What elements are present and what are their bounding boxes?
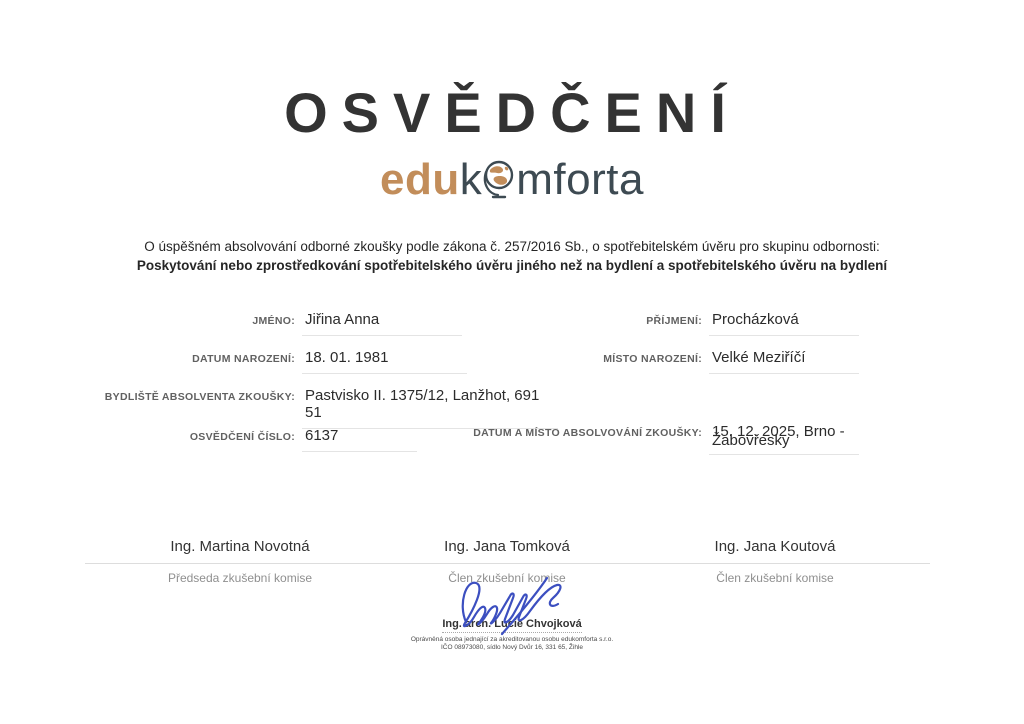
logo-text-mforta: mforta [516,155,644,204]
field-value: Pastvisko II. 1375/12, Lanžhot, 691 51 [302,387,558,429]
field-label: PŘÍJMENÍ: [646,315,702,327]
field-jmeno [85,311,462,336]
signer-role: Člen zkušební komise [716,571,834,585]
field-value: Procházková [709,311,859,336]
field-label: DATUM A MÍSTO ABSOLVOVÁNÍ ZKOUŠKY: [473,427,702,439]
signer-block-1 [85,538,395,585]
signer-role: Člen zkušební komise [448,571,566,585]
signer-name: Ing. Martina Novotná [170,538,310,555]
globe-icon [481,158,517,200]
signer-name: Ing. Jana Koutová [714,538,836,555]
field-bydliste [85,387,558,429]
signature-line [352,563,662,564]
field-label: DATUM NAROZENÍ: [192,353,295,365]
field-label: MÍSTO NAROZENÍ: [603,353,702,365]
signer-block-3 [620,538,930,585]
intro-paragraph [112,238,912,275]
field-value: 15. 12. 2025, Brno - Žabovřesky [709,427,859,455]
signer-role: Předseda zkušební komise [167,571,313,585]
signature-line [620,563,930,564]
intro-line-1: O úspěšném absolvování odborné zkoušky podle zákona č. 257/2016 Sb., o spotřebitelském úvěru pro skupinu odbornosti: [144,239,880,254]
field-value: Velké Meziříčí [709,349,859,374]
authorized-note-line-1: Oprávněná osoba jednající za akreditovanou osobu edukomforta s.r.o. [410,636,614,643]
authorized-note-line-2: IČO 08973080, sídlo Nový Dvůr 16, 331 65, Žihle [441,643,583,651]
field-label: BYDLIŠTĚ ABSOLVENTA ZKOUŠKY: [104,391,295,403]
field-value: 6137 [302,427,417,452]
field-misto-narozeni [450,349,859,374]
authorized-person-block [372,574,652,651]
signature-line [85,563,395,564]
certificate-title: OSVĚDČENÍ [284,81,740,144]
field-label: OSVĚDČENÍ ČÍSLO: [189,431,295,443]
field-datum-misto-zkousky [440,423,859,455]
handwritten-signature-icon [450,570,580,640]
logo-text-edu: edu [380,155,460,204]
field-value: 18. 01. 1981 [302,349,467,374]
edukomforta-logo [0,156,1024,204]
field-label: JMÉNO: [252,315,295,327]
field-prijmeni [450,311,859,336]
field-osvedceni-cislo [85,427,417,452]
field-datum-narozeni [85,349,467,374]
intro-line-2: Poskytování nebo zprostředkování spotřebitelského úvěru jiného než na bydlení a spotřebitelského úvěru na bydlení [136,257,888,273]
logo-text-k: k [459,155,483,204]
field-value: Jiřina Anna [302,311,462,336]
signer-name: Ing. Jana Tomková [444,538,570,555]
authorized-person-name: Ing. arch. Lucie Chvojková [442,618,581,633]
